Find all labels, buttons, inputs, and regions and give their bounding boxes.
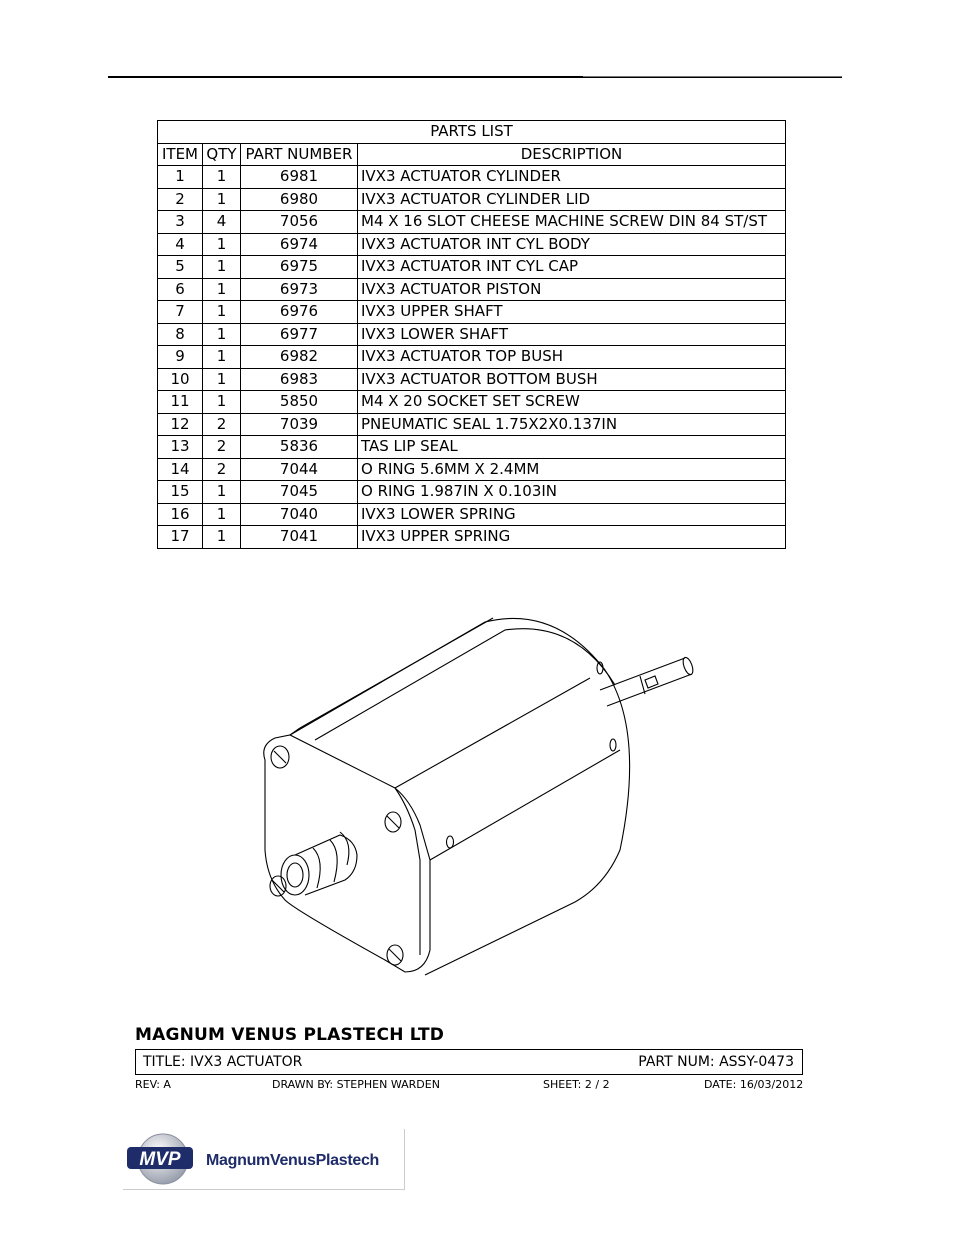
part-number-cell: 7045 (241, 481, 358, 504)
qty-cell: 2 (203, 413, 241, 436)
drawing-date: DATE: 16/03/2012 (704, 1078, 804, 1091)
part-number-cell: 6982 (241, 346, 358, 369)
header-description: DESCRIPTION (358, 143, 786, 166)
description-cell: M4 X 16 SLOT CHEESE MACHINE SCREW DIN 84 ST/ST (358, 211, 786, 234)
qty-cell: 1 (203, 526, 241, 549)
description-cell: O RING 5.6MM X 2.4MM (358, 458, 786, 481)
company-logo (123, 1129, 405, 1190)
part-number-cell: 6977 (241, 323, 358, 346)
table-row (158, 391, 786, 414)
shaft (600, 656, 695, 706)
description-cell: IVX3 ACTUATOR PISTON (358, 278, 786, 301)
item-cell: 12 (158, 413, 203, 436)
item-cell: 1 (158, 166, 203, 189)
table-row (158, 503, 786, 526)
table-row (158, 436, 786, 459)
front-port (281, 832, 357, 895)
part-number-cell: 7040 (241, 503, 358, 526)
logo-badge: MVP (139, 1149, 181, 1170)
qty-cell: 4 (203, 211, 241, 234)
description-cell: O RING 1.987IN X 0.103IN (358, 481, 786, 504)
item-cell: 9 (158, 346, 203, 369)
drawing-title: TITLE: IVX3 ACTUATOR (143, 1054, 303, 1070)
item-cell: 13 (158, 436, 203, 459)
table-row (158, 166, 786, 189)
part-number-cell: 5836 (241, 436, 358, 459)
part-number-cell: 6973 (241, 278, 358, 301)
parts-list-title: PARTS LIST (158, 121, 786, 144)
table-row (158, 233, 786, 256)
table-row (158, 368, 786, 391)
table-row (158, 188, 786, 211)
item-cell: 6 (158, 278, 203, 301)
item-cell: 11 (158, 391, 203, 414)
description-cell: IVX3 LOWER SHAFT (358, 323, 786, 346)
item-cell: 5 (158, 256, 203, 279)
qty-cell: 1 (203, 503, 241, 526)
qty-cell: 1 (203, 323, 241, 346)
item-cell: 7 (158, 301, 203, 324)
part-number-cell: 6980 (241, 188, 358, 211)
qty-cell: 1 (203, 301, 241, 324)
part-number-cell: 6983 (241, 368, 358, 391)
description-cell: TAS LIP SEAL (358, 436, 786, 459)
table-row (158, 256, 786, 279)
table-row (158, 413, 786, 436)
qty-cell: 1 (203, 166, 241, 189)
table-row (158, 301, 786, 324)
qty-cell: 1 (203, 233, 241, 256)
table-row (158, 211, 786, 234)
table-row (158, 481, 786, 504)
parts-list-table (157, 120, 786, 549)
item-cell: 3 (158, 211, 203, 234)
header-item: ITEM (158, 143, 203, 166)
header-part-number: PART NUMBER (241, 143, 358, 166)
table-row (158, 526, 786, 549)
item-cell: 8 (158, 323, 203, 346)
description-cell: PNEUMATIC SEAL 1.75X2X0.137IN (358, 413, 786, 436)
logo-wordmark: MagnumVenusPlastech (206, 1152, 380, 1169)
qty-cell: 1 (203, 368, 241, 391)
description-cell: M4 X 20 SOCKET SET SCREW (358, 391, 786, 414)
parts-list-header-row (158, 143, 786, 166)
item-cell: 15 (158, 481, 203, 504)
table-row (158, 458, 786, 481)
description-cell: IVX3 UPPER SHAFT (358, 301, 786, 324)
part-number-cell: 7041 (241, 526, 358, 549)
part-number-cell: 6975 (241, 256, 358, 279)
item-cell: 4 (158, 233, 203, 256)
part-number-cell: 7056 (241, 211, 358, 234)
header-qty: QTY (203, 143, 241, 166)
qty-cell: 1 (203, 188, 241, 211)
title-block (135, 1049, 803, 1075)
description-cell: IVX3 ACTUATOR BOTTOM BUSH (358, 368, 786, 391)
item-cell: 10 (158, 368, 203, 391)
description-cell: IVX3 LOWER SPRING (358, 503, 786, 526)
part-number-cell: 5850 (241, 391, 358, 414)
qty-cell: 2 (203, 436, 241, 459)
drawn-by: DRAWN BY: STEPHEN WARDEN (272, 1078, 440, 1091)
item-cell: 14 (158, 458, 203, 481)
revision: REV: A (135, 1078, 171, 1091)
mvp-globe-icon (123, 1129, 203, 1190)
description-cell: IVX3 ACTUATOR CYLINDER LID (358, 188, 786, 211)
part-number-cell: 6981 (241, 166, 358, 189)
qty-cell: 1 (203, 256, 241, 279)
part-number-cell: 7044 (241, 458, 358, 481)
qty-cell: 1 (203, 278, 241, 301)
qty-cell: 2 (203, 458, 241, 481)
qty-cell: 1 (203, 391, 241, 414)
description-cell: IVX3 ACTUATOR INT CYL CAP (358, 256, 786, 279)
table-row (158, 346, 786, 369)
item-cell: 2 (158, 188, 203, 211)
qty-cell: 1 (203, 346, 241, 369)
company-name: MAGNUM VENUS PLASTECH LTD (135, 1025, 445, 1045)
description-cell: IVX3 ACTUATOR TOP BUSH (358, 346, 786, 369)
end-cap (264, 728, 454, 972)
item-cell: 16 (158, 503, 203, 526)
part-number: PART NUM: ASSY-0473 (638, 1054, 794, 1070)
description-cell: IVX3 ACTUATOR CYLINDER (358, 166, 786, 189)
part-number-cell: 6974 (241, 233, 358, 256)
actuator-drawing (245, 610, 705, 985)
part-number-cell: 6976 (241, 301, 358, 324)
table-row (158, 323, 786, 346)
item-cell: 17 (158, 526, 203, 549)
part-number-cell: 7039 (241, 413, 358, 436)
cylinder-body (290, 618, 630, 975)
sheet-number: SHEET: 2 / 2 (543, 1078, 610, 1091)
header-rule (108, 76, 842, 78)
description-cell: IVX3 UPPER SPRING (358, 526, 786, 549)
description-cell: IVX3 ACTUATOR INT CYL BODY (358, 233, 786, 256)
table-row (158, 278, 786, 301)
qty-cell: 1 (203, 481, 241, 504)
